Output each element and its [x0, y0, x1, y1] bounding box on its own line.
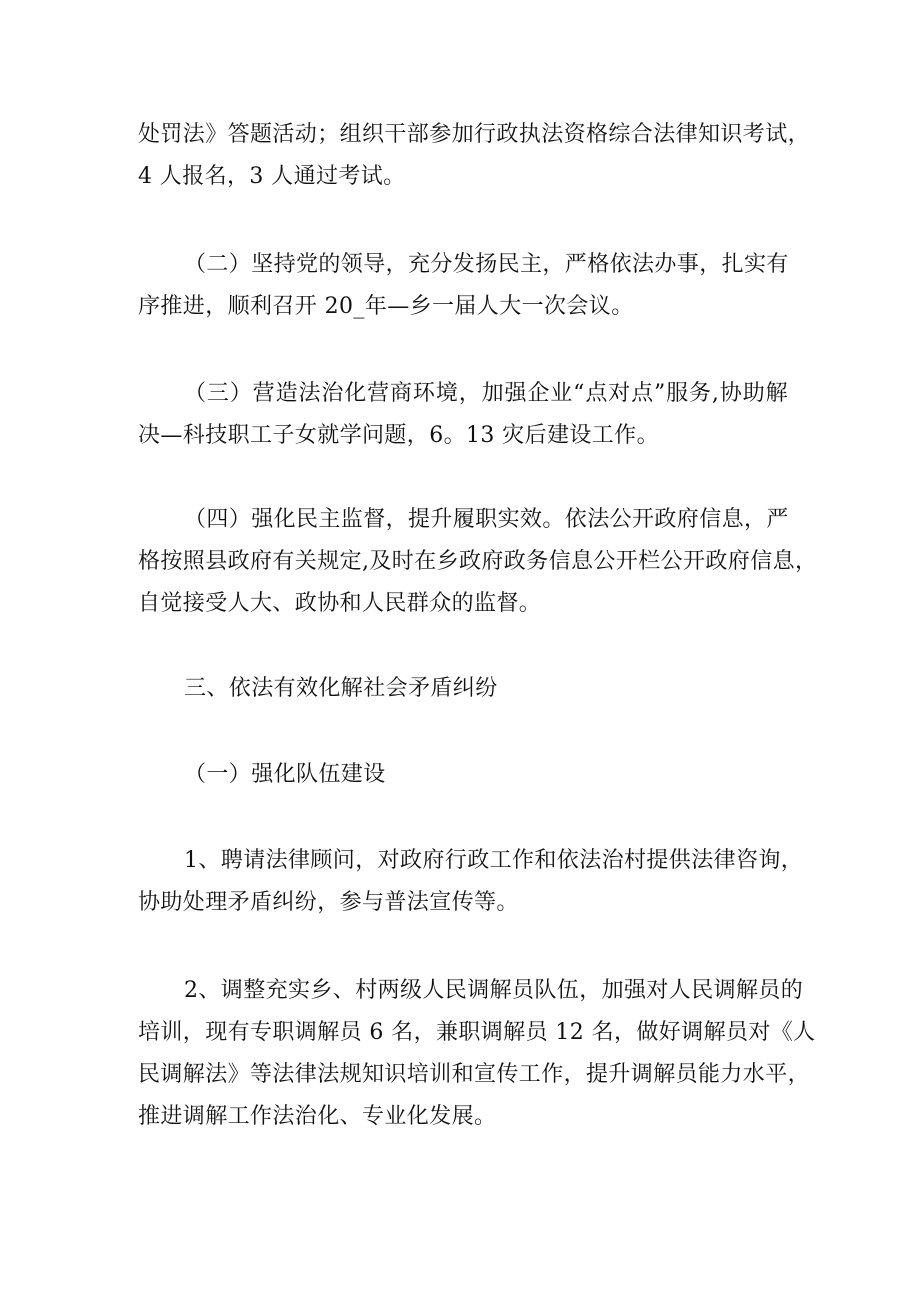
text-line: 4 人报名，3 人通过考试。 [138, 164, 406, 189]
text-line: 处罚法》答题活动；组织干部参加行政执法资格综合法律知识考试， [138, 122, 811, 147]
text-line: 序推进，顺利召开 20_年—乡一届人大一次会议。 [138, 294, 634, 319]
text-line: 自觉接受人大、政协和人民群众的监督。 [138, 591, 542, 616]
text-line: 推进调解工作法治化、专业化发展。 [138, 1104, 497, 1129]
paragraph-penalty-law-quiz [138, 114, 811, 198]
paragraph-legal-advisor [138, 840, 804, 924]
text-line: 1、聘请法律顾问，对政府行政工作和依法治村提供法律咨询， [184, 848, 804, 873]
subheading-team-building [138, 754, 788, 796]
paragraph-democratic-supervision [138, 499, 818, 625]
heading-text: 三、依法有效化解社会矛盾纠纷 [184, 676, 498, 701]
text-line: （二）坚持党的领导，充分发扬民主，严格依法办事，扎实有 [184, 252, 789, 277]
text-line: 培训，现有专职调解员 6 名，兼职调解员 12 名，做好调解员对《人 [138, 1020, 816, 1045]
paragraph-business-environment [138, 373, 788, 457]
heading-text: （一）强化队伍建设 [184, 762, 386, 787]
text-line: （三）营造法治化营商环境，加强企业“点对点”服务,协助解 [184, 381, 788, 406]
text-line: 2、调整充实乡、村两级人民调解员队伍，加强对人民调解员的 [184, 978, 804, 1003]
text-line: （四）强化民主监督，提升履职实效。依法公开政府信息，严 [184, 507, 789, 532]
paragraph-mediator-team [138, 970, 816, 1138]
text-line: 格按照县政府有关规定,及时在乡政府政务信息公开栏公开政府信息， [138, 549, 818, 574]
section-heading-dispute-resolution [138, 668, 788, 710]
text-line: 决—科技职工子女就学问题，6。13 灾后建设工作。 [138, 423, 659, 448]
text-line: 民调解法》等法律法规知识培训和宣传工作，提升调解员能力水平， [138, 1062, 811, 1087]
text-line: 协助处理矛盾纠纷，参与普法宣传等。 [138, 890, 519, 915]
paragraph-party-leadership [138, 244, 788, 328]
